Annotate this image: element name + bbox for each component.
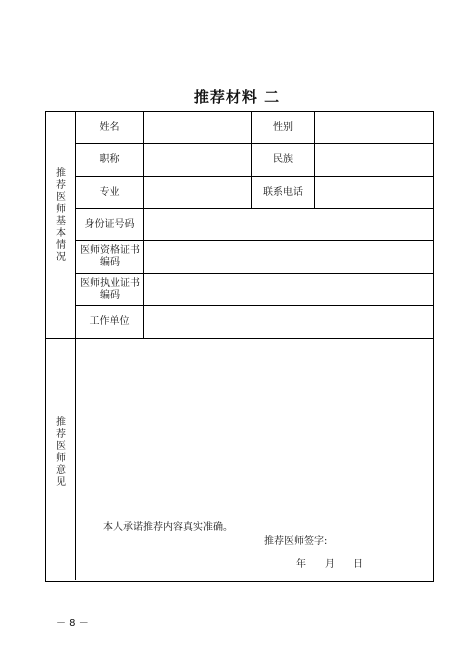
qualification-cert-label: 医师资格证书编码 (80, 245, 140, 268)
work-unit-input[interactable] (144, 307, 433, 338)
section-divider (46, 338, 433, 339)
phone-input[interactable] (315, 178, 433, 208)
recommendation-form (45, 111, 434, 582)
work-unit-label: 工作单位 (89, 316, 130, 327)
ethnicity-label: 民族 (273, 154, 293, 165)
practice-cert-label: 医师执业证书编码 (80, 277, 140, 301)
pledge-text: 本人承诺推荐内容真实准确。 (103, 522, 233, 533)
section-label-basic-info: 推荐医师基本情况 (56, 168, 66, 263)
ethnicity-input[interactable] (315, 145, 433, 176)
gender-label: 性别 (273, 121, 293, 133)
specialty-label: 专业 (99, 186, 120, 198)
page-number: － 8 － (56, 618, 89, 629)
opinion-textarea[interactable] (77, 340, 431, 520)
section-label-opinion: 推荐医师意见 (56, 417, 66, 488)
title-rank-label: 职称 (99, 154, 120, 165)
date-month-label: 月 (325, 559, 335, 570)
date-day-label: 日 (353, 559, 363, 570)
id-number-label: 身份证号码 (84, 218, 135, 230)
qualification-cert-input[interactable] (144, 242, 433, 273)
date-year-label: 年 (296, 559, 306, 570)
name-input[interactable] (144, 113, 251, 143)
title-rank-input[interactable] (144, 145, 251, 176)
gender-input[interactable] (315, 113, 433, 143)
document-title: 推荐材料 二 (193, 88, 281, 106)
signature-label: 推荐医师签字: (264, 536, 328, 547)
practice-cert-input[interactable] (144, 275, 433, 305)
name-label: 姓名 (99, 121, 120, 133)
specialty-input[interactable] (144, 178, 251, 208)
phone-label: 联系电话 (263, 186, 303, 198)
id-number-input[interactable] (144, 210, 433, 240)
